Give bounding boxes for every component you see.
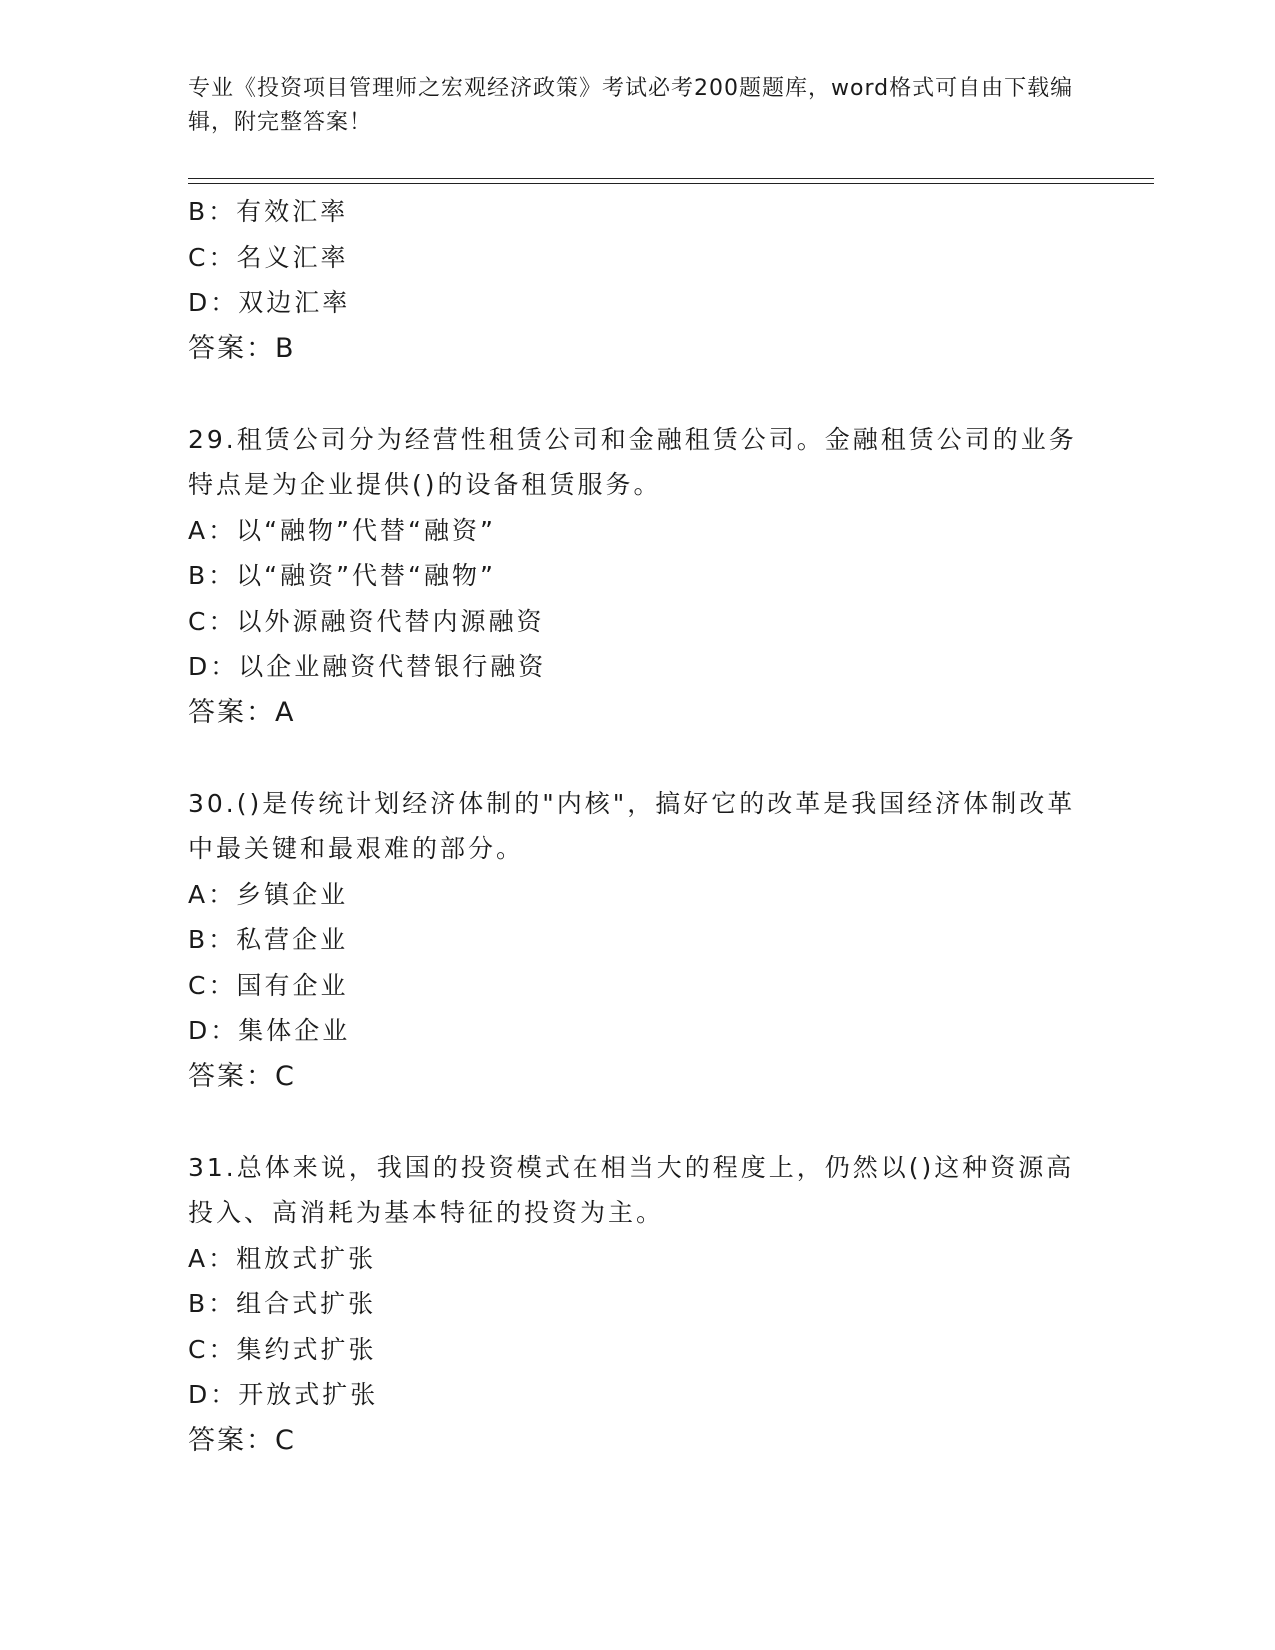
question-content bbox=[188, 189, 1088, 1463]
header-divider-top bbox=[188, 178, 1154, 179]
option-c: C：名义汇率 bbox=[188, 242, 349, 272]
answer-line: 答案：C bbox=[188, 1424, 296, 1456]
question-stem: 29.租赁公司分为经营性租赁公司和金融租赁公司。金融租赁公司的业务特点是为企业提供()的设备租赁服务。 bbox=[188, 424, 1077, 499]
option-a: A：乡镇企业 bbox=[188, 879, 349, 909]
spacer bbox=[188, 735, 1088, 781]
header-divider-bottom bbox=[188, 183, 1154, 184]
option-b: B：以“融资”代替“融物” bbox=[188, 561, 496, 590]
option-b: B：私营企业 bbox=[188, 925, 349, 954]
question-29 bbox=[188, 417, 1088, 736]
question-30 bbox=[188, 781, 1088, 1100]
option-d: D：集体企业 bbox=[188, 1016, 351, 1045]
option-a: A：粗放式扩张 bbox=[188, 1243, 377, 1273]
question-31 bbox=[188, 1145, 1088, 1464]
option-c: C：国有企业 bbox=[188, 970, 349, 1000]
answer-line: 答案：C bbox=[188, 1060, 296, 1092]
option-c: C：集约式扩张 bbox=[188, 1334, 377, 1364]
answer-line: 答案：A bbox=[188, 696, 296, 728]
spacer bbox=[188, 371, 1088, 417]
question-stem: 30.()是传统计划经济体制的"内核"，搞好它的改革是我国经济体制改革中最关键和最艰难的部分。 bbox=[188, 788, 1076, 863]
document-header: 专业《投资项目管理师之宏观经济政策》考试必考200题题库，word格式可自由下载编辑，附完整答案！ bbox=[188, 76, 1074, 135]
option-d: D：以企业融资代替银行融资 bbox=[188, 652, 547, 681]
option-d: D：开放式扩张 bbox=[188, 1380, 379, 1409]
answer-line: 答案：B bbox=[188, 332, 296, 364]
partial-question bbox=[188, 189, 1088, 371]
option-b: B：有效汇率 bbox=[188, 197, 349, 226]
option-b: B：组合式扩张 bbox=[188, 1289, 377, 1318]
option-d: D：双边汇率 bbox=[188, 288, 351, 317]
option-a: A：以“融物”代替“融资” bbox=[188, 515, 496, 545]
option-c: C：以外源融资代替内源融资 bbox=[188, 606, 545, 636]
question-stem: 31.总体来说，我国的投资模式在相当大的程度上，仍然以()这种资源高投入、高消耗为基本特征的投资为主。 bbox=[188, 1152, 1075, 1227]
spacer bbox=[188, 1099, 1088, 1145]
